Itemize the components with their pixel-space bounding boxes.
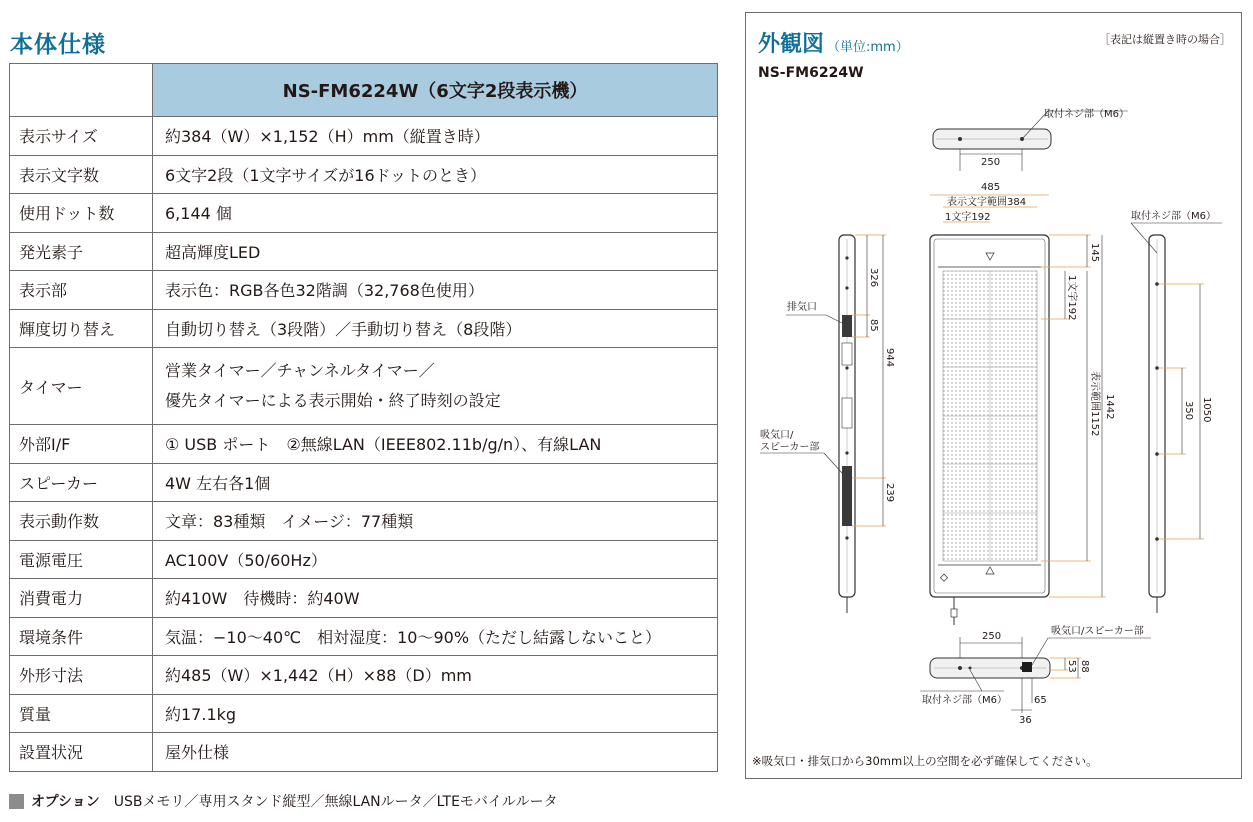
spec-value: 自動切り替え（3段階）／手動切り替え（8段階） (153, 309, 718, 348)
spec-row (10, 579, 718, 618)
spec-label: 表示部 (10, 271, 153, 310)
spec-value: 4W 左右各1個 (153, 463, 718, 502)
options-square-icon (9, 794, 24, 809)
spec-label: タイマー (10, 348, 153, 425)
drawing-unit: （単位:mm） (827, 40, 909, 55)
spec-header-row (10, 64, 718, 117)
left-side-view (760, 235, 895, 613)
spec-label: 電源電圧 (10, 540, 153, 579)
options-line (9, 791, 558, 811)
label-screw-right: 取付ネジ部（M6） (1131, 211, 1216, 222)
spec-row (10, 502, 718, 541)
spec-label: 輝度切り替え (10, 309, 153, 348)
bottom-view (920, 624, 1151, 726)
exterior-drawing (746, 13, 1243, 780)
spec-row (10, 540, 718, 579)
dim-85: 85 (868, 319, 879, 332)
label-screw-top: 取付ネジ部（M6） (1044, 109, 1129, 120)
spec-row (10, 733, 718, 772)
spec-row (10, 194, 718, 233)
drawing-note-top: ［表記は縦置き時の場合］ (1099, 33, 1231, 46)
options-text: USBメモリ／専用スタンド縦型／無線LANルータ／LTEモバイルルータ (113, 794, 558, 810)
label-display-range-384: 表示文字範囲384 (947, 197, 1027, 208)
front-view (930, 182, 1115, 625)
spec-label: 外形寸法 (10, 656, 153, 695)
dim-36: 36 (1019, 715, 1032, 726)
dim-1050: 1050 (1201, 397, 1212, 423)
dim-53: 53 (1066, 660, 1077, 673)
spec-value: 約485（W）×1,442（H）×88（D）mm (153, 656, 718, 695)
spec-row (10, 656, 718, 695)
label-exhaust: 排気口 (787, 302, 817, 313)
spec-row (10, 694, 718, 733)
spec-label: 質量 (10, 694, 153, 733)
dim-250-bottom: 250 (982, 631, 1002, 642)
drawing-panel (745, 12, 1242, 779)
dim-326: 326 (868, 268, 879, 288)
spec-value: 表示色：RGB各色32階調（32,768色使用） (153, 271, 718, 310)
label-intake-1: 吸気口/ (760, 430, 794, 441)
drawing-note-bottom: ※吸気口・排気口から30mm以上の空間を必ず確保してください。 (752, 754, 1098, 768)
spec-row (10, 117, 718, 156)
spec-row (10, 232, 718, 271)
dim-88: 88 (1079, 660, 1090, 673)
spec-value: 屋外仕様 (153, 733, 718, 772)
spec-value: 6,144 個 (153, 194, 718, 233)
label-char-192-v: 1文字192 (1066, 275, 1077, 321)
spec-label: 表示文字数 (10, 155, 153, 194)
label-char-192: 1文字192 (945, 212, 991, 223)
label-intake-speaker-bottom: 吸気口/スピーカー部 (1051, 626, 1144, 637)
drawing-model: NS-FM6224W (758, 65, 864, 81)
spec-label: 消費電力 (10, 579, 153, 618)
options-label: オプション (31, 794, 100, 810)
spec-value: 約17.1kg (153, 694, 718, 733)
spec-row (10, 617, 718, 656)
spec-label: 表示サイズ (10, 117, 153, 156)
spec-label: 設置状況 (10, 733, 153, 772)
spec-row (10, 309, 718, 348)
spec-label: 発光素子 (10, 232, 153, 271)
spec-label: 表示動作数 (10, 502, 153, 541)
label-intake-2: スピーカー部 (760, 442, 820, 453)
spec-value-line1: 営業タイマー／チャンネルタイマー／ (165, 361, 435, 380)
label-display-range-1152: 表示範囲1152 (1089, 371, 1100, 437)
spec-row (10, 271, 718, 310)
spec-value (153, 348, 718, 425)
dim-250-top: 250 (981, 157, 1001, 168)
spec-value-line2: 優先タイマーによる表示開始・終了時刻の設定 (165, 391, 501, 410)
spec-header-blank (10, 64, 153, 117)
spec-value: 文章：83種類 イメージ：77種類 (153, 502, 718, 541)
dim-350: 350 (1183, 401, 1194, 421)
spec-table (9, 63, 718, 772)
spec-value: 約384（W）×1,152（H）mm（縦置き時） (153, 117, 718, 156)
dim-145: 145 (1089, 243, 1100, 263)
dim-65: 65 (1034, 695, 1047, 706)
spec-value: 6文字2段（1文字サイズが16ドットのとき） (153, 155, 718, 194)
spec-label: スピーカー (10, 463, 153, 502)
top-view (933, 107, 1129, 171)
spec-label: 外部I/F (10, 425, 153, 464)
label-screw-bottom: 取付ネジ部（M6） (922, 695, 1007, 706)
spec-model-header: NS-FM6224W（6文字2段表示機） (153, 64, 718, 117)
spec-row (10, 155, 718, 194)
right-side-view (1131, 209, 1222, 613)
spec-row (10, 463, 718, 502)
dim-239: 239 (884, 483, 895, 503)
drawing-title-text: 外観図 (758, 32, 825, 57)
spec-label: 環境条件 (10, 617, 153, 656)
spec-value: AC100V（50/60Hz） (153, 540, 718, 579)
spec-label: 使用ドット数 (10, 194, 153, 233)
spec-row (10, 425, 718, 464)
dim-944: 944 (884, 348, 895, 368)
spec-title: 本体仕様 (10, 32, 106, 58)
spec-row (10, 348, 718, 425)
spec-value: 気温：−10〜40℃ 相対湿度：10〜90%（ただし結露しないこと） (153, 617, 718, 656)
dim-485: 485 (981, 182, 1001, 193)
spec-value: 超高輝度LED (153, 232, 718, 271)
spec-value: 約410W 待機時：約40W (153, 579, 718, 618)
dim-1442: 1442 (1104, 394, 1115, 420)
spec-value: ① USB ポート ②無線LAN（IEEE802.11b/g/n）、有線LAN (153, 425, 718, 464)
